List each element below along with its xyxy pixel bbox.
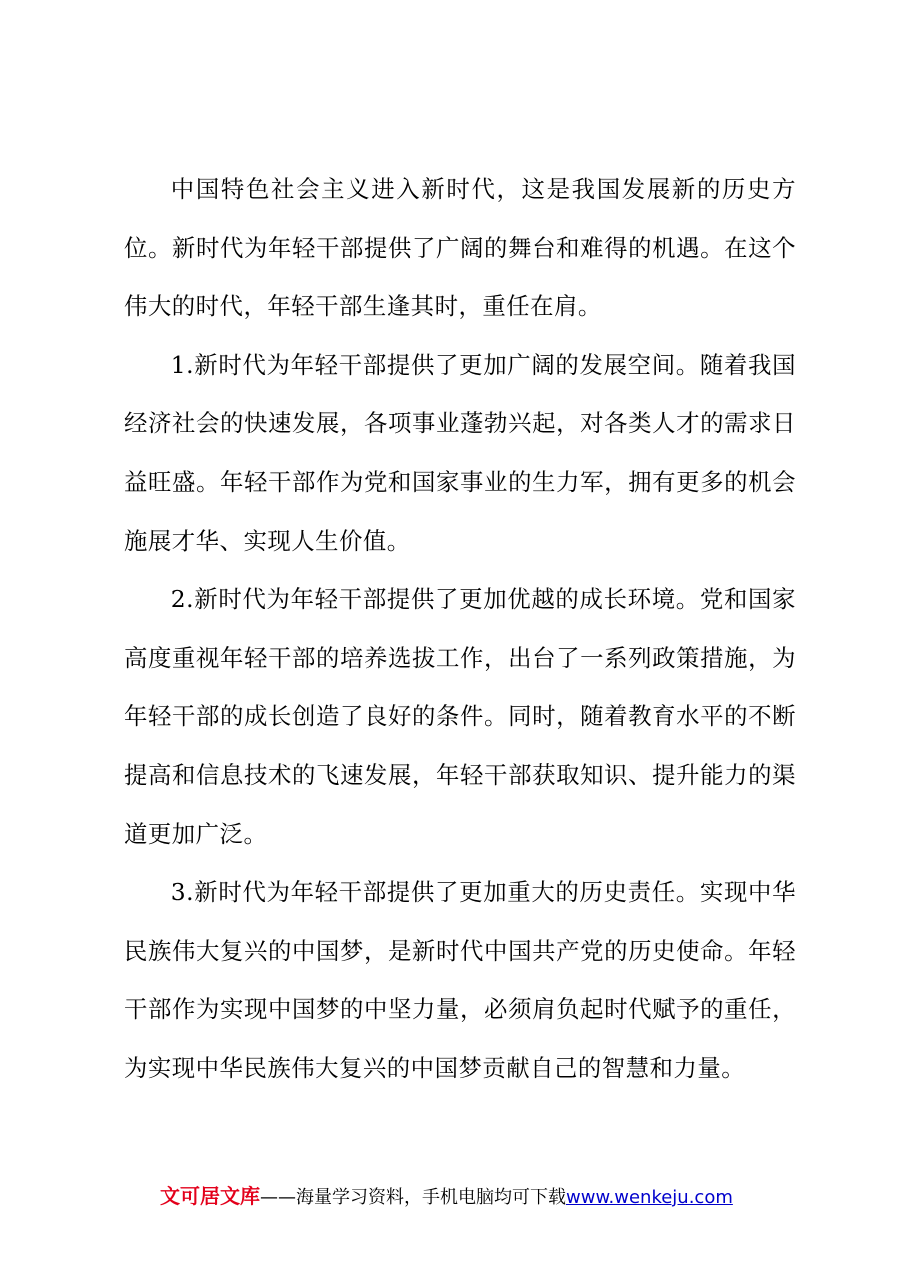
document-body (124, 160, 796, 1098)
footer-website-link[interactable]: www.wenkeju.com (566, 1187, 733, 1208)
footer-tagline: 海量学习资料，手机电脑均可下载 (296, 1187, 566, 1208)
footer-dash: —— (260, 1187, 296, 1208)
page-footer (160, 1180, 733, 1214)
paragraph-point-1: 1.新时代为年轻干部提供了更加广阔的发展空间。随着我国经济社会的快速发展，各项事业蓬勃兴起，对各类人才的需求日益旺盛。年轻干部作为党和国家事业的生力军，拥有更多的机会施展才华、实现人生价值。 (124, 350, 796, 555)
footer-brand: 文可居文库 (160, 1184, 260, 1208)
paragraph-point-2: 2.新时代为年轻干部提供了更加优越的成长环境。党和国家高度重视年轻干部的培养选拔工作，出台了一系列政策措施，为年轻干部的成长创造了良好的条件。同时，随着教育水平的不断提高和信息技术的飞速发展，年轻干部获取知识、提升能力的渠道更加广泛。 (124, 585, 796, 848)
paragraph-point-3: 3.新时代为年轻干部提供了更加重大的历史责任。实现中华民族伟大复兴的中国梦，是新时代中国共产党的历史使命。年轻干部作为实现中国梦的中坚力量，必须肩负起时代赋予的重任，为实现中华民族伟大复兴的中国梦贡献自己的智慧和力量。 (124, 878, 796, 1082)
paragraph-intro: 中国特色社会主义进入新时代，这是我国发展新的历史方位。新时代为年轻干部提供了广阔的舞台和难得的机遇。在这个伟大的时代，年轻干部生逢其时，重任在肩。 (124, 175, 796, 321)
